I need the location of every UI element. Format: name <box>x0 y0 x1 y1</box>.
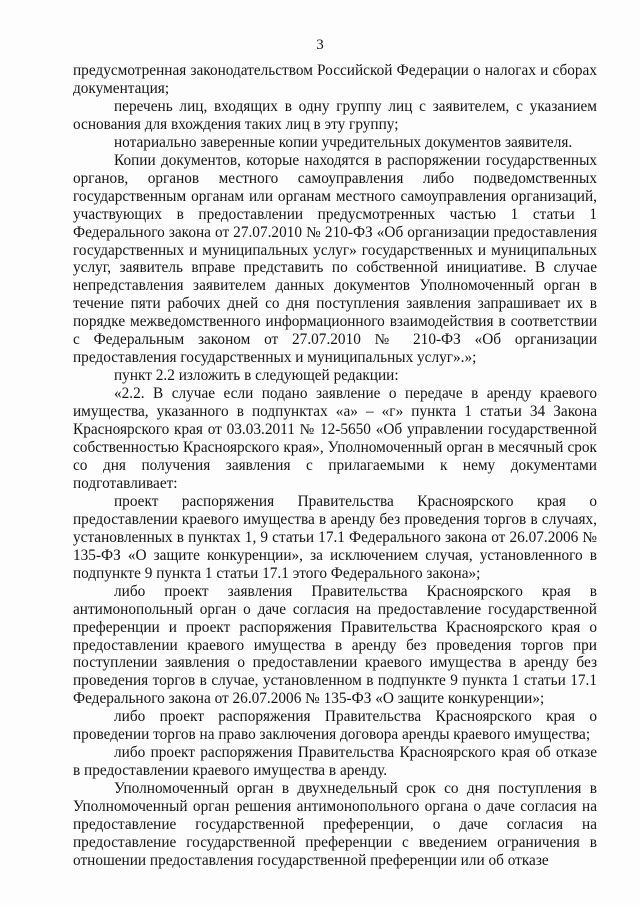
paragraph-draft-order-refusal: либо проект распоряжения Правительства Красноярского края об отказе в предоставлении краевого имущества в аренду. <box>73 744 597 780</box>
paragraph-notarized-copies: нотариально заверенные копии учредительных документов заявителя. <box>114 133 573 151</box>
paragraph-clause-2-2-intro: пункт 2.2 изложить в следующей редакции: <box>114 367 399 385</box>
paragraph-group-of-persons-list: перечень лиц, входящих в одну группу лиц с заявителем, с указанием основания для вхождения таких лиц в эту группу; <box>73 97 597 133</box>
paragraph-draft-order-without-tender: проект распоряжения Правительства Красноярского края о предоставлении краевого имущества в аренду без проведения торгов в случаях, установленных в пунктах 1, 9 статьи 17.1 Федерального закона от 26.07.2006 № 135-ФЗ «О защите конкуренции», за исключением случая, установленного в подпункте 9 пункта 1 статьи 17.1 этого Федерального закона»; <box>73 492 597 582</box>
paragraph-clause-2-2: «2.2. В случае если подано заявление о передаче в аренду краевого имущества, указанного в подпунктах «а» – «г» пункта 1 статьи 34 Закона Красноярского края от 03.03.2011 № 12-5650 «Об управлении государственной собственностью Красноярского края», Уполномоченный орган в месячный срок со дня получения заявления с прилагаемыми к нему документами подготавливает: <box>73 385 597 492</box>
paragraph-document-copies: Копии документов, которые находятся в распоряжении государственных органов, органов местного самоуправления либо подведомственных государственным органам или органам местного самоуправления организаций, участвующих в предоставлении предусмотренных частью 1 статьи 1 Федерального закона от 27.07.2010 № 210-ФЗ «Об организации предоставления государственных и муниципальных услуг» государственных и муниципальных услуг, заявитель вправе представить по собственной инициативе. В случае непредставления заявителем данных документов Уполномоченный орган в течение пяти рабочих дней со дня поступления заявления запрашивает их в порядке межведомственного информационного взаимодействия в соответствии с Федеральным законом от 27.07.2010 № 210-ФЗ «Об организации предоставления государственных и муниципальных услуг».»; <box>73 151 597 367</box>
paragraph-documentation-continuation: предусмотренная законодательством Российской Федерации о налогах и сборах документация; <box>73 62 597 97</box>
page-number: 3 <box>316 37 324 53</box>
paragraph-antimonopoly-application: либо проект заявления Правительства Красноярского края в антимонопольный орган о даче согласия на предоставление государственной преференции и проект распоряжения Правительства Красноярского края о предоставлении краевого имущества в аренду без проведения торгов при поступлении заявления о предоставлении краевого имущества в аренду без проведения торгов в случае, установленном в подпункте 9 пункта 1 статьи 17.1 Федерального закона от 26.07.2006 № 135-ФЗ «О защите конкуренции»; <box>73 582 597 708</box>
paragraph-draft-order-tender: либо проект распоряжения Правительства Красноярского края о проведении торгов на право заключения договора аренды краевого имущества; <box>73 708 597 744</box>
paragraph-two-week-term: Уполномоченный орган в двухнедельный срок со дня поступления в Уполномоченный орган решения антимонопольного органа о даче согласия на предоставление государственной преференции, о даче согласия на предоставление государственной преференции с введением ограничения в отношении предоставления государственной преференции или об отказе <box>73 780 597 869</box>
document-body <box>73 62 597 870</box>
